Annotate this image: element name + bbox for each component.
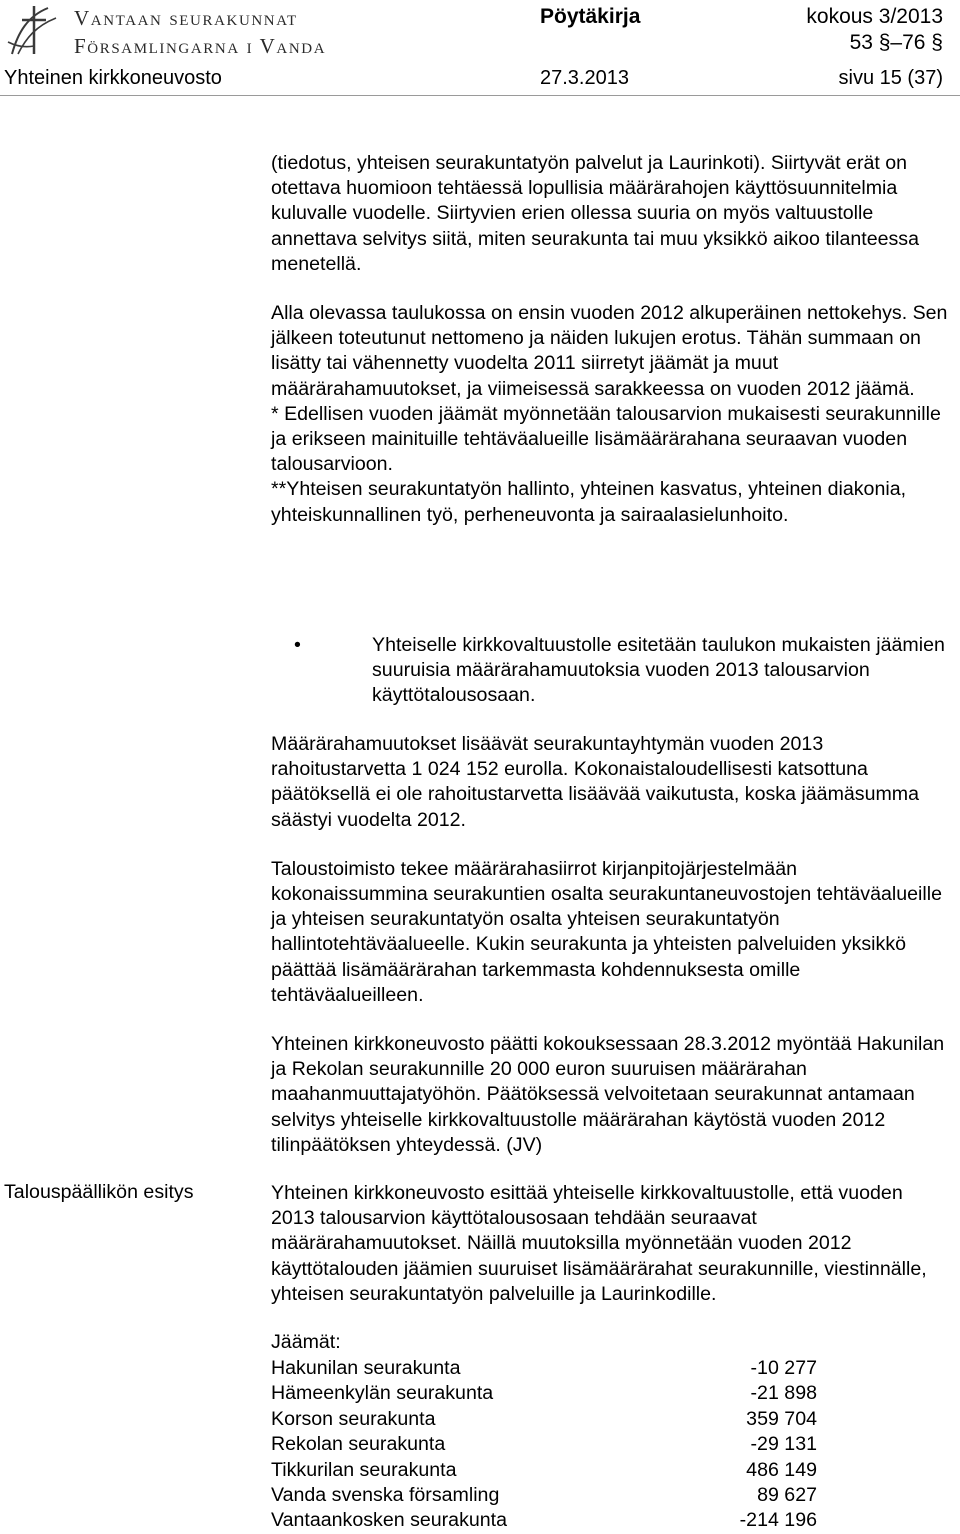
remainders-table bbox=[271, 1356, 817, 1534]
parish-name: Hakunilan seurakunta bbox=[271, 1357, 461, 1379]
remainder-value: 359 704 bbox=[746, 1407, 817, 1430]
org-name-swedish: Församlingarna i Vanda bbox=[74, 34, 327, 58]
proposal-text-block bbox=[271, 1181, 951, 1331]
remainder-value: -29 131 bbox=[750, 1433, 817, 1456]
body-text-middle bbox=[271, 732, 951, 1182]
remainders-title: Jäämät: bbox=[271, 1331, 341, 1353]
proposal-text: Yhteinen kirkkoneuvosto esittää yhteiselle kirkkovaltuustolle, että vuoden 2013 talousarvion käyttötalousosaan tehdään seuraavat määrärahamuutokset. Näillä muutoksilla myönnetään vuoden 2012 käyttötalouden jäämien suuruiset lisämäärärahat seurakunnille, viestinnälle, yhteisen seurakuntatyön palveluille ja Laurinkodille. bbox=[271, 1182, 927, 1305]
proposal-label: Talouspäällikön esitys bbox=[4, 1181, 194, 1203]
table-row bbox=[271, 1458, 817, 1483]
header-divider bbox=[0, 95, 960, 96]
table-row bbox=[271, 1381, 817, 1406]
remainder-value: 89 627 bbox=[757, 1484, 817, 1507]
org-name-finnish: Vantaan seurakunnat bbox=[74, 6, 298, 30]
page-number: sivu 15 (37) bbox=[838, 67, 943, 89]
church-logo-icon bbox=[4, 2, 64, 58]
paragraph-funding: Määrärahamuutokset lisäävät seurakuntayhtymän vuoden 2013 rahoitustarvetta 1 024 152 eurolla. Kokonaistaloudellisesti katsottuna päätöksellä ei ole rahoitustarvetta lisäävää vaikutusta, koska jäämäsumma säästyi vuodelta 2012. bbox=[271, 733, 920, 831]
table-row bbox=[271, 1508, 817, 1533]
paragraph-carryover: (tiedotus, yhteisen seurakuntatyön palvelut ja Laurinkoti). Siirtyvät erät on otettava huomioon tehtäessä lopullisia määrärahojen käyttösuunnitelmia kuluvalle vuodelle. Siirtyvien erien ollessa suuria on myös valtuustolle annettava selvitys siitä, miten seurakunta tai muu yksikkö aikoo tilanteessa menetellä. bbox=[271, 152, 920, 275]
remainder-value: -21 898 bbox=[750, 1382, 817, 1405]
parish-name: Hämeenkylän seurakunta bbox=[271, 1382, 494, 1405]
parish-name: Korson seurakunta bbox=[271, 1407, 436, 1430]
remainder-value: -10 277 bbox=[750, 1357, 817, 1379]
bullet-icon: • bbox=[294, 634, 301, 656]
parish-name: Vanda svenska församling bbox=[271, 1484, 500, 1507]
meeting-date: 27.3.2013 bbox=[540, 67, 629, 89]
paragraph-table-explanation: Alla olevassa taulukossa on ensin vuoden 2012 alkuperäinen nettokehys. Sen jälkeen toteutunut nettomeno ja näiden lukujen erotus. Tähän summaan on lisätty tai vähennetty vuodelta 2011 siirretyt jäämät ja muut määrärahamuutokset, ja viimeisessä sarakkeessa on vuoden 2012 jäämä. * Edellisen vuoden jäämät myönnetään talousarvion mukaisesti seurakunnille ja erikseen mainituille tehtäväalueille lisämäärärahana seuraavan vuoden talousarvioon. **Yhteisen seurakuntatyön hallinto, yhteinen kasvatus, yhteinen diakonia, yhteiskunnallinen työ, perheneuvonta ja sairaalasielunhoito. bbox=[271, 302, 948, 526]
table-row bbox=[271, 1483, 817, 1508]
parish-name: Rekolan seurakunta bbox=[271, 1433, 446, 1456]
meeting-number: kokous 3/2013 bbox=[806, 5, 943, 28]
table-row bbox=[271, 1356, 817, 1381]
table-row bbox=[271, 1407, 817, 1432]
remainder-value: -214 196 bbox=[739, 1509, 817, 1532]
governing-body: Yhteinen kirkkoneuvosto bbox=[4, 67, 222, 89]
paragraph-decision: Yhteinen kirkkoneuvosto päätti kokouksessaan 28.3.2012 myöntää Hakunilan ja Rekolan seurakunnille 20 000 euron suuruisen määrärahan maahanmuuttajatyöhön. Päätöksessä velvoitetaan seurakunnat antamaan selvitys yhteiselle kirkkovaltuustolle määrärahan käytöstä vuoden 2012 tilinpäätöksen yhteydessä. (JV) bbox=[271, 1033, 945, 1156]
parish-name: Vantaankosken seurakunta bbox=[271, 1509, 508, 1532]
paragraph-transfers: Taloustoimisto tekee määrärahasiirrot kirjanpitojärjestelmään kokonaissummina seurakuntien osalta seurakuntaneuvostojen tehtäväalueille ja yhteisen seurakuntatyön osalta yhteisen seurakuntatyön hallintotehtäväalueelle. Kukin seurakunta ja yhteisten palveluiden yksikkö päättää lisämäärärahan tarkemmasta kohdennuksesta omille tehtäväalueilleen. bbox=[271, 857, 942, 1006]
parish-name: Tikkurilan seurakunta bbox=[271, 1458, 457, 1481]
page-header bbox=[0, 0, 960, 100]
document-type: Pöytäkirja bbox=[540, 5, 641, 28]
bullet-text: Yhteiselle kirkkovaltuustolle esitetään taulukon mukaisten jäämien suuruisia määrärahamuutoksia vuoden 2013 talousarvion käyttötalousosaan. bbox=[372, 634, 945, 707]
section-range: 53 §–76 § bbox=[849, 31, 943, 54]
table-row bbox=[271, 1432, 817, 1457]
remainder-value: 486 149 bbox=[746, 1458, 817, 1481]
body-text-top bbox=[271, 151, 951, 552]
